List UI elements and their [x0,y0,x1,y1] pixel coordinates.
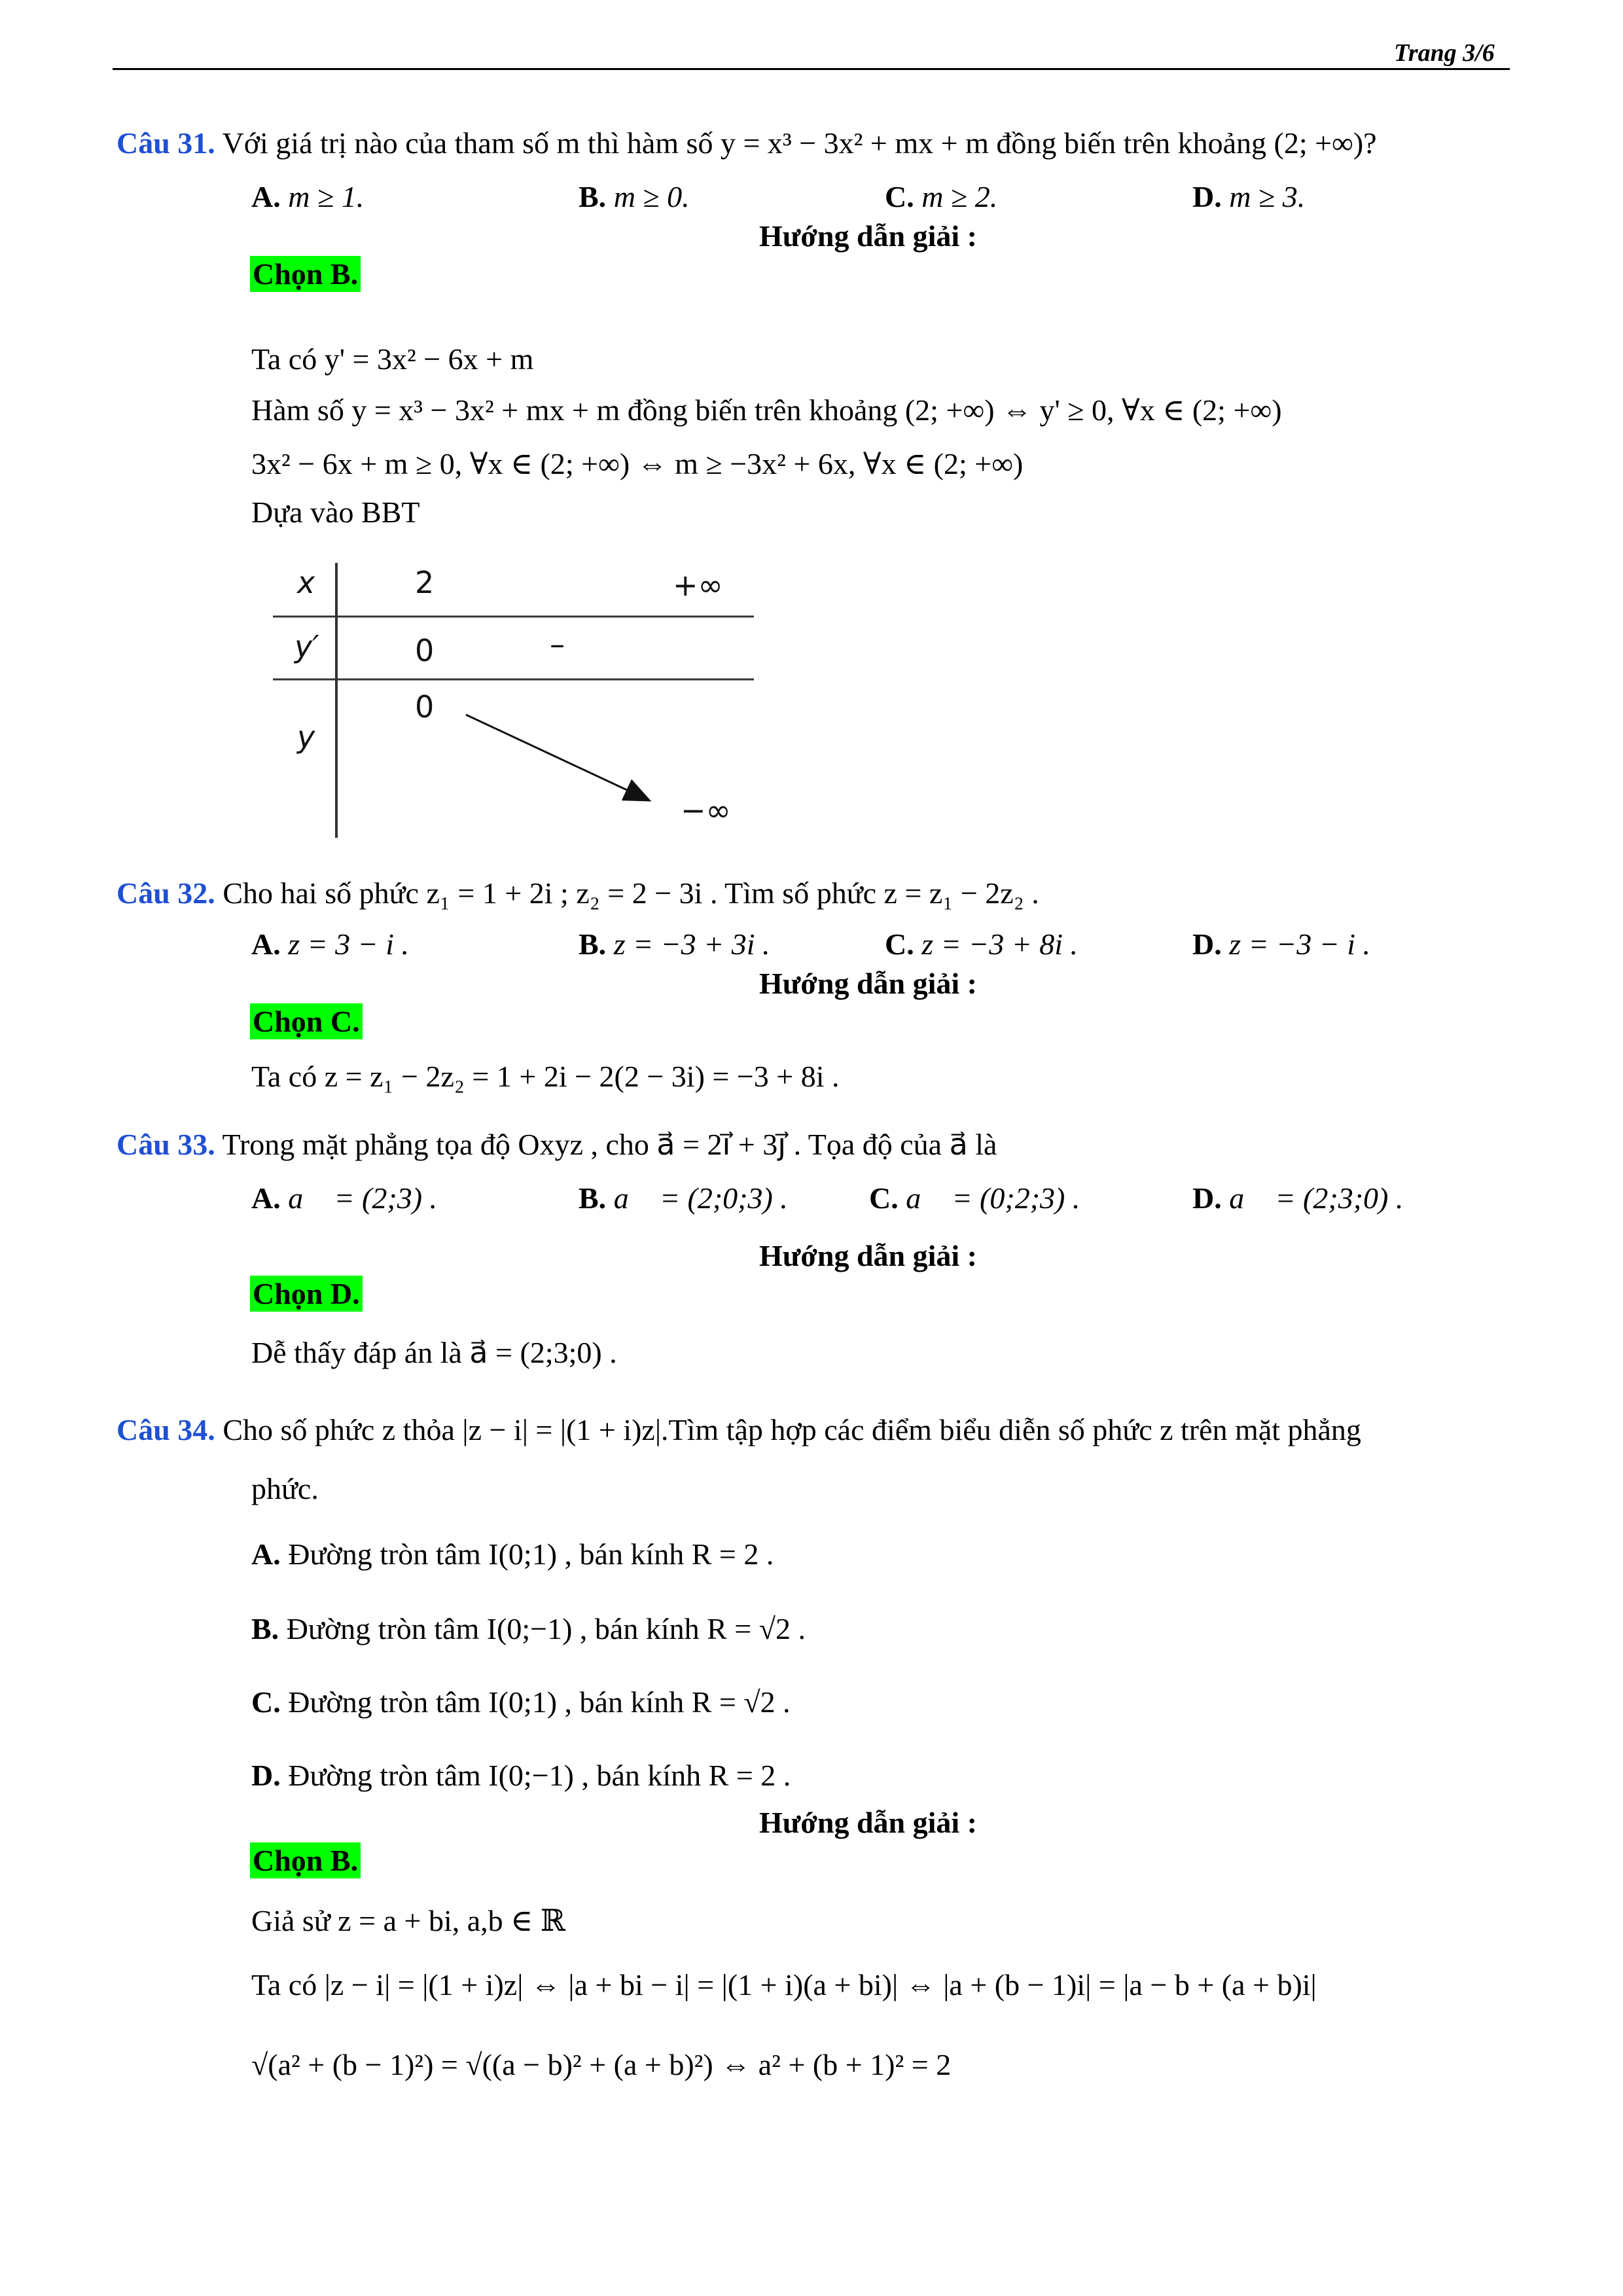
q33-answer: Chọn D. [250,1276,363,1312]
q34-option-a [251,1539,774,1570]
q31-option-b-letter: B. [579,180,607,213]
q33-option-b [579,1183,788,1213]
question-31-label: Câu 31. [116,126,215,160]
q31-option-c-value: m ≥ 2. [921,180,998,213]
question-33 [116,1130,997,1160]
q34-option-a-letter: A. [251,1537,281,1571]
q33-option-d-value: a⃗ = (2;3;0) . [1229,1181,1404,1215]
question-34 [116,1415,1361,1445]
table-y-label: y [297,719,315,755]
question-33-text: Trong mặt phẳng tọa độ Oxyz , cho a⃗ = 2i⃗ + 3j⃗ . Tọa độ của a⃗ là [222,1128,997,1161]
q31-option-a-letter: A. [251,180,281,213]
q32-option-c-value: z = −3 + 8i . [921,927,1079,961]
q32-option-a-value: z = 3 − i . [288,927,409,961]
table-decreasing-arrow [466,715,648,800]
q34-answer: Chọn B. [250,1842,361,1878]
question-31 [116,128,1377,158]
question-34-text: Cho số phức z thỏa |z − i| = |(1 + i)z|.Tìm tập hợp các điểm biểu diễn số phức z trên mặt phẳng [223,1413,1361,1446]
q32-option-b [579,929,770,960]
q32-option-b-letter: B. [579,927,607,961]
q31-option-d-value: m ≥ 3. [1229,180,1306,213]
q31-option-b [579,182,690,212]
q33-option-b-value: a⃗ = (2;0;3) . [613,1181,788,1215]
q31-option-a [251,182,364,212]
q34-solution-line-2: Ta có |z − i| = |(1 + i)z| ⇔ |a + bi − i| = |(1 + i)(a + bi)| ⇔ |a + (b − 1)i| = |a − b + (a + b)i| [251,1968,1317,2001]
q31-solution-line-1: Ta có y' = 3x² − 6x + m [251,342,534,376]
table-y-top: 0 [415,689,435,725]
table-x-value-2: +∞ [673,567,723,603]
q31-option-d [1192,182,1305,212]
q31-answer-badge [250,259,361,289]
q34-option-c [251,1687,791,1717]
q34-option-d [251,1761,791,1791]
q32-answer-badge [250,1007,363,1037]
q34-option-a-value: Đường tròn tâm I(0;1) , bán kính R = 2 . [288,1537,774,1571]
q32-option-a [251,929,409,960]
table-x-value-1: 2 [415,565,435,600]
q32-option-d-letter: D. [1192,927,1222,961]
q33-option-a-value: a⃗ = (2;3) . [288,1181,438,1215]
q31-option-c [885,182,997,212]
question-34-label: Câu 34. [116,1413,215,1446]
q31-solution-line-3: 3x² − 6x + m ≥ 0, ∀x ∈ (2; +∞) ⇔ m ≥ −3x² + 6x, ∀x ∈ (2; +∞) [251,447,1024,480]
q31-solution-heading: Hướng dẫn giải : [759,219,977,253]
q32-option-d [1192,929,1370,960]
q33-solution-line-1: Dễ thấy đáp án là a⃗ = (2;3;0) . [251,1336,617,1369]
q34-option-d-value: Đường tròn tâm I(0;−1) , bán kính R = 2 . [288,1759,791,1792]
q32-option-a-letter: A. [251,927,281,961]
variation-table [243,563,767,844]
q31-option-a-value: m ≥ 1. [288,180,365,213]
question-32-label: Câu 32. [116,876,215,910]
header-rule [113,68,1510,70]
q33-option-b-letter: B. [579,1181,607,1215]
q32-option-c-letter: C. [885,927,914,961]
q34-option-b [251,1614,806,1644]
q33-option-c-letter: C. [869,1181,899,1215]
q34-option-c-value: Đường tròn tâm I(0;1) , bán kính R = √2 . [288,1685,791,1719]
question-31-text: Với giá trị nào của tham số m thì hàm số y = x³ − 3x² + mx + m đồng biến trên khoảng (2; +∞)? [222,126,1377,160]
q32-solution-heading: Hướng dẫn giải : [759,967,977,1000]
q34-answer-badge [250,1846,361,1876]
q33-solution-heading: Hướng dẫn giải : [759,1239,977,1272]
q31-option-d-letter: D. [1192,180,1222,213]
q32-option-d-value: z = −3 − i . [1229,927,1371,961]
question-34-text-cont: phức. [251,1472,319,1505]
q32-solution-line-1: Ta có z = z₁ − 2z₂ = 1 + 2i − 2(2 − 3i) = −3 + 8i . [251,1060,840,1093]
table-y-bottom: −∞ [681,793,731,828]
question-32 [116,878,1039,908]
q31-answer: Chọn B. [250,256,361,292]
q34-option-b-value: Đường tròn tâm I(0;−1) , bán kính R = √2 . [286,1612,806,1645]
q32-answer: Chọn C. [250,1003,363,1039]
table-yprime-sign: – [550,626,565,662]
q33-option-d-letter: D. [1192,1181,1222,1215]
q34-option-b-letter: B. [251,1612,279,1645]
q32-option-b-value: z = −3 + 3i . [613,927,770,961]
q33-answer-badge [250,1279,363,1309]
q32-option-c [885,929,1078,960]
q31-solution-line-4: Dựa vào BBT [251,495,420,529]
q31-solution-line-2: Hàm số y = x³ − 3x² + mx + m đồng biến trên khoảng (2; +∞) ⇔ y' ≥ 0, ∀x ∈ (2; +∞) [251,393,1282,427]
q33-option-a [251,1183,437,1213]
q33-option-a-letter: A. [251,1181,281,1215]
table-yprime-label: y′ [294,629,319,664]
q31-option-b-value: m ≥ 0. [613,180,690,213]
q31-option-c-letter: C. [885,180,914,213]
q33-option-d [1192,1183,1403,1213]
q34-solution-heading: Hướng dẫn giải : [759,1806,977,1839]
table-yprime-zero: 0 [415,633,435,668]
question-32-text: Cho hai số phức z₁ = 1 + 2i ; z₂ = 2 − 3i . Tìm số phức z = z₁ − 2z₂ . [223,876,1039,910]
table-x-label: x [297,565,315,600]
q34-option-c-letter: C. [251,1685,281,1719]
q33-option-c-value: a⃗ = (0;2;3) . [906,1181,1080,1215]
page-number: Trang 3/6 [1394,39,1495,67]
q33-option-c [869,1183,1080,1213]
question-33-label: Câu 33. [116,1128,215,1161]
q34-option-d-letter: D. [251,1759,281,1792]
q34-solution-line-1: Giả sử z = a + bi, a,b ∈ ℝ [251,1904,565,1937]
q34-solution-line-3: √(a² + (b − 1)²) = √((a − b)² + (a + b)²) ⇔ a² + (b + 1)² = 2 [251,2048,952,2081]
